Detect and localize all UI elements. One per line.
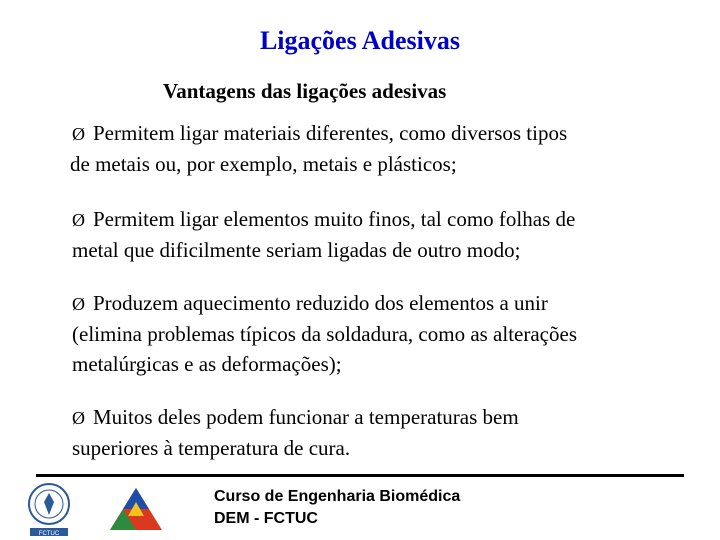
department-name: DEM - FCTUC — [214, 510, 318, 527]
bullet-text: de metais ou, por exemplo, metais e plásticos; — [70, 152, 457, 176]
bullet-item — [72, 118, 672, 179]
bullet-arrow-icon: Ø — [72, 210, 85, 230]
footer-divider — [36, 474, 684, 477]
bullet-text: metalúrgicas e as deformações); — [72, 352, 342, 376]
bullet-text: Produzem aquecimento reduzido dos elementos a unir — [93, 291, 548, 315]
logo-text: FCTUC — [38, 531, 60, 537]
course-name: Curso de Engenharia Biomédica — [214, 488, 461, 505]
bullet-text: superiores à temperatura de cura. — [72, 436, 351, 460]
bullet-text: Permitem ligar elementos muito finos, tal como folhas de — [93, 207, 576, 231]
university-seal-logo — [26, 480, 72, 538]
bullet-item — [72, 204, 672, 265]
bullet-arrow-icon: Ø — [72, 124, 85, 144]
slide-title: Ligações Adesivas — [259, 26, 461, 55]
department-logo — [108, 486, 164, 532]
bullet-item — [72, 402, 672, 463]
bullet-text: (elimina problemas típicos da soldadura, como as alterações — [72, 322, 577, 346]
bullet-text: Permitem ligar materiais diferentes, como diversos tipos — [93, 121, 568, 145]
bullet-text: Muitos deles podem funcionar a temperaturas bem — [93, 405, 519, 429]
bullet-text: metal que dificilmente seriam ligadas de outro modo; — [72, 238, 521, 262]
footer-text — [214, 486, 460, 530]
bullet-arrow-icon: Ø — [72, 408, 85, 428]
bullet-item — [72, 288, 672, 379]
bullet-arrow-icon: Ø — [72, 294, 85, 314]
slide-subtitle: Vantagens das ligações adesivas — [163, 79, 447, 103]
